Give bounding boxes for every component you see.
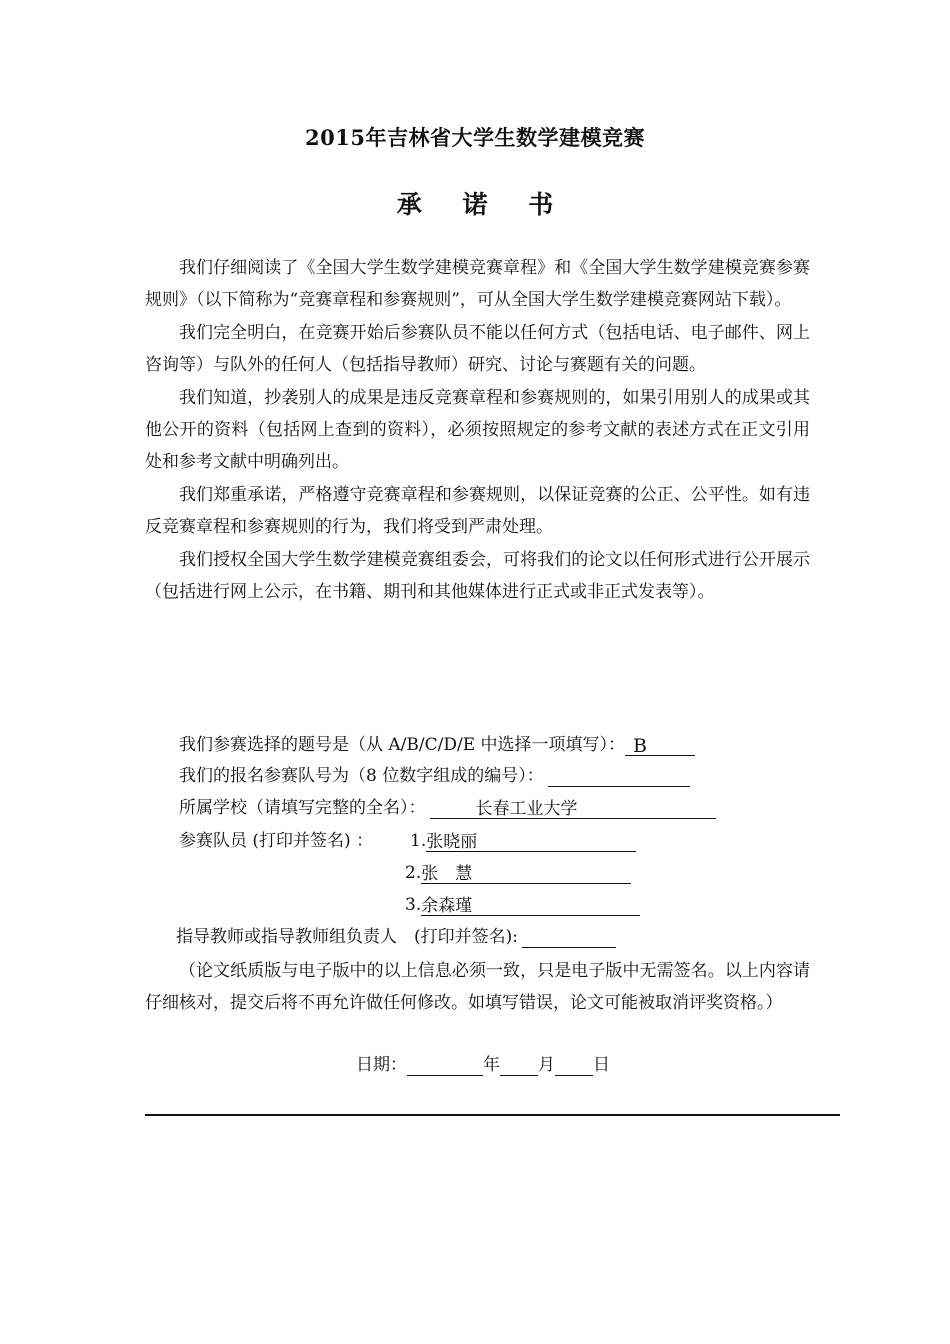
problem-field[interactable]: B [625, 735, 695, 756]
date-year-suffix: 年 [483, 1055, 500, 1075]
team-number-label: 我们的报名参赛队号为（8 位数字组成的编号）： [179, 766, 544, 786]
member-name-field[interactable]: 张 慧 [421, 863, 631, 884]
member-index: 1. [410, 831, 427, 851]
school-field[interactable]: 长春工业大学 [430, 798, 716, 819]
date-month-field[interactable] [500, 1055, 538, 1076]
school-label: 所属学校（请填写完整的全名）： [179, 798, 426, 818]
paragraph-4: 我们郑重承诺，严格遵守竞赛章程和参赛规则，以保证竞赛的公正、公平性。如有违反竞赛章程和参赛规则的行为，我们将受到严肃处理。 [145, 484, 810, 538]
school-row [179, 797, 716, 819]
member-index: 3. [405, 895, 422, 915]
team-number-field[interactable] [548, 766, 690, 787]
member-name-field[interactable]: 余森瑾 [421, 895, 640, 916]
member-3 [405, 894, 640, 916]
date-day-suffix: 日 [593, 1055, 610, 1075]
date-day-field[interactable] [555, 1055, 593, 1076]
pledge-body [145, 252, 810, 608]
paragraph-3: 我们知道，抄袭别人的成果是违反竞赛章程和参赛规则的，如果引用别人的成果或其他公开的资料（包括网上查到的资料），必须按照规定的参考文献的表述方式在正文引用处和参考文献中明确列出。 [145, 387, 810, 473]
document-subtitle: 承 诺 书 [396, 190, 570, 219]
team-number-row [179, 765, 690, 787]
problem-row [179, 734, 695, 756]
note-block [145, 955, 810, 1020]
advisor-label: 指导教师或指导教师组负责人 (打印并签名): [176, 927, 518, 947]
date-year-field[interactable] [407, 1055, 483, 1076]
advisor-field[interactable] [522, 927, 616, 948]
member-index: 2. [405, 863, 422, 883]
member-name-field[interactable]: 张晓丽 [426, 831, 636, 852]
date-month-suffix: 月 [538, 1055, 555, 1075]
date-label: 日期： [356, 1055, 407, 1075]
paragraph-1: 我们仔细阅读了《全国大学生数学建模竞赛章程》和《全国大学生数学建模竞赛参赛规则》（以下简称为“竞赛章程和参赛规则”，可从全国大学生数学建模竞赛网站下载）。 [145, 258, 810, 311]
document-title: 2015年吉林省大学生数学建模竞赛 [305, 125, 645, 150]
member-2 [405, 862, 631, 884]
paragraph-5: 我们授权全国大学生数学建模竞赛组委会，可将我们的论文以任何形式进行公开展示（包括进行网上公示，在书籍、期刊和其他媒体进行正式或非正式发表等）。 [145, 549, 810, 603]
date-row [356, 1054, 610, 1076]
members-row [179, 830, 373, 852]
note-text: （论文纸质版与电子版中的以上信息必须一致，只是电子版中无需签名。以上内容请仔细核对，提交后将不再允许做任何修改。如填写错误，论文可能被取消评奖资格。） [145, 961, 810, 1014]
member-1 [410, 830, 636, 852]
paragraph-2: 我们完全明白，在竞赛开始后参赛队员不能以任何方式（包括电话、电子邮件、网上咨询等）与队外的任何人（包括指导教师）研究、讨论与赛题有关的问题。 [145, 322, 810, 376]
advisor-row [176, 926, 616, 948]
bottom-divider [145, 1114, 840, 1116]
members-label: 参赛队员 (打印并签名) ： [179, 831, 374, 851]
problem-label: 我们参赛选择的题号是（从 A/B/C/D/E 中选择一项填写）： [179, 735, 626, 755]
